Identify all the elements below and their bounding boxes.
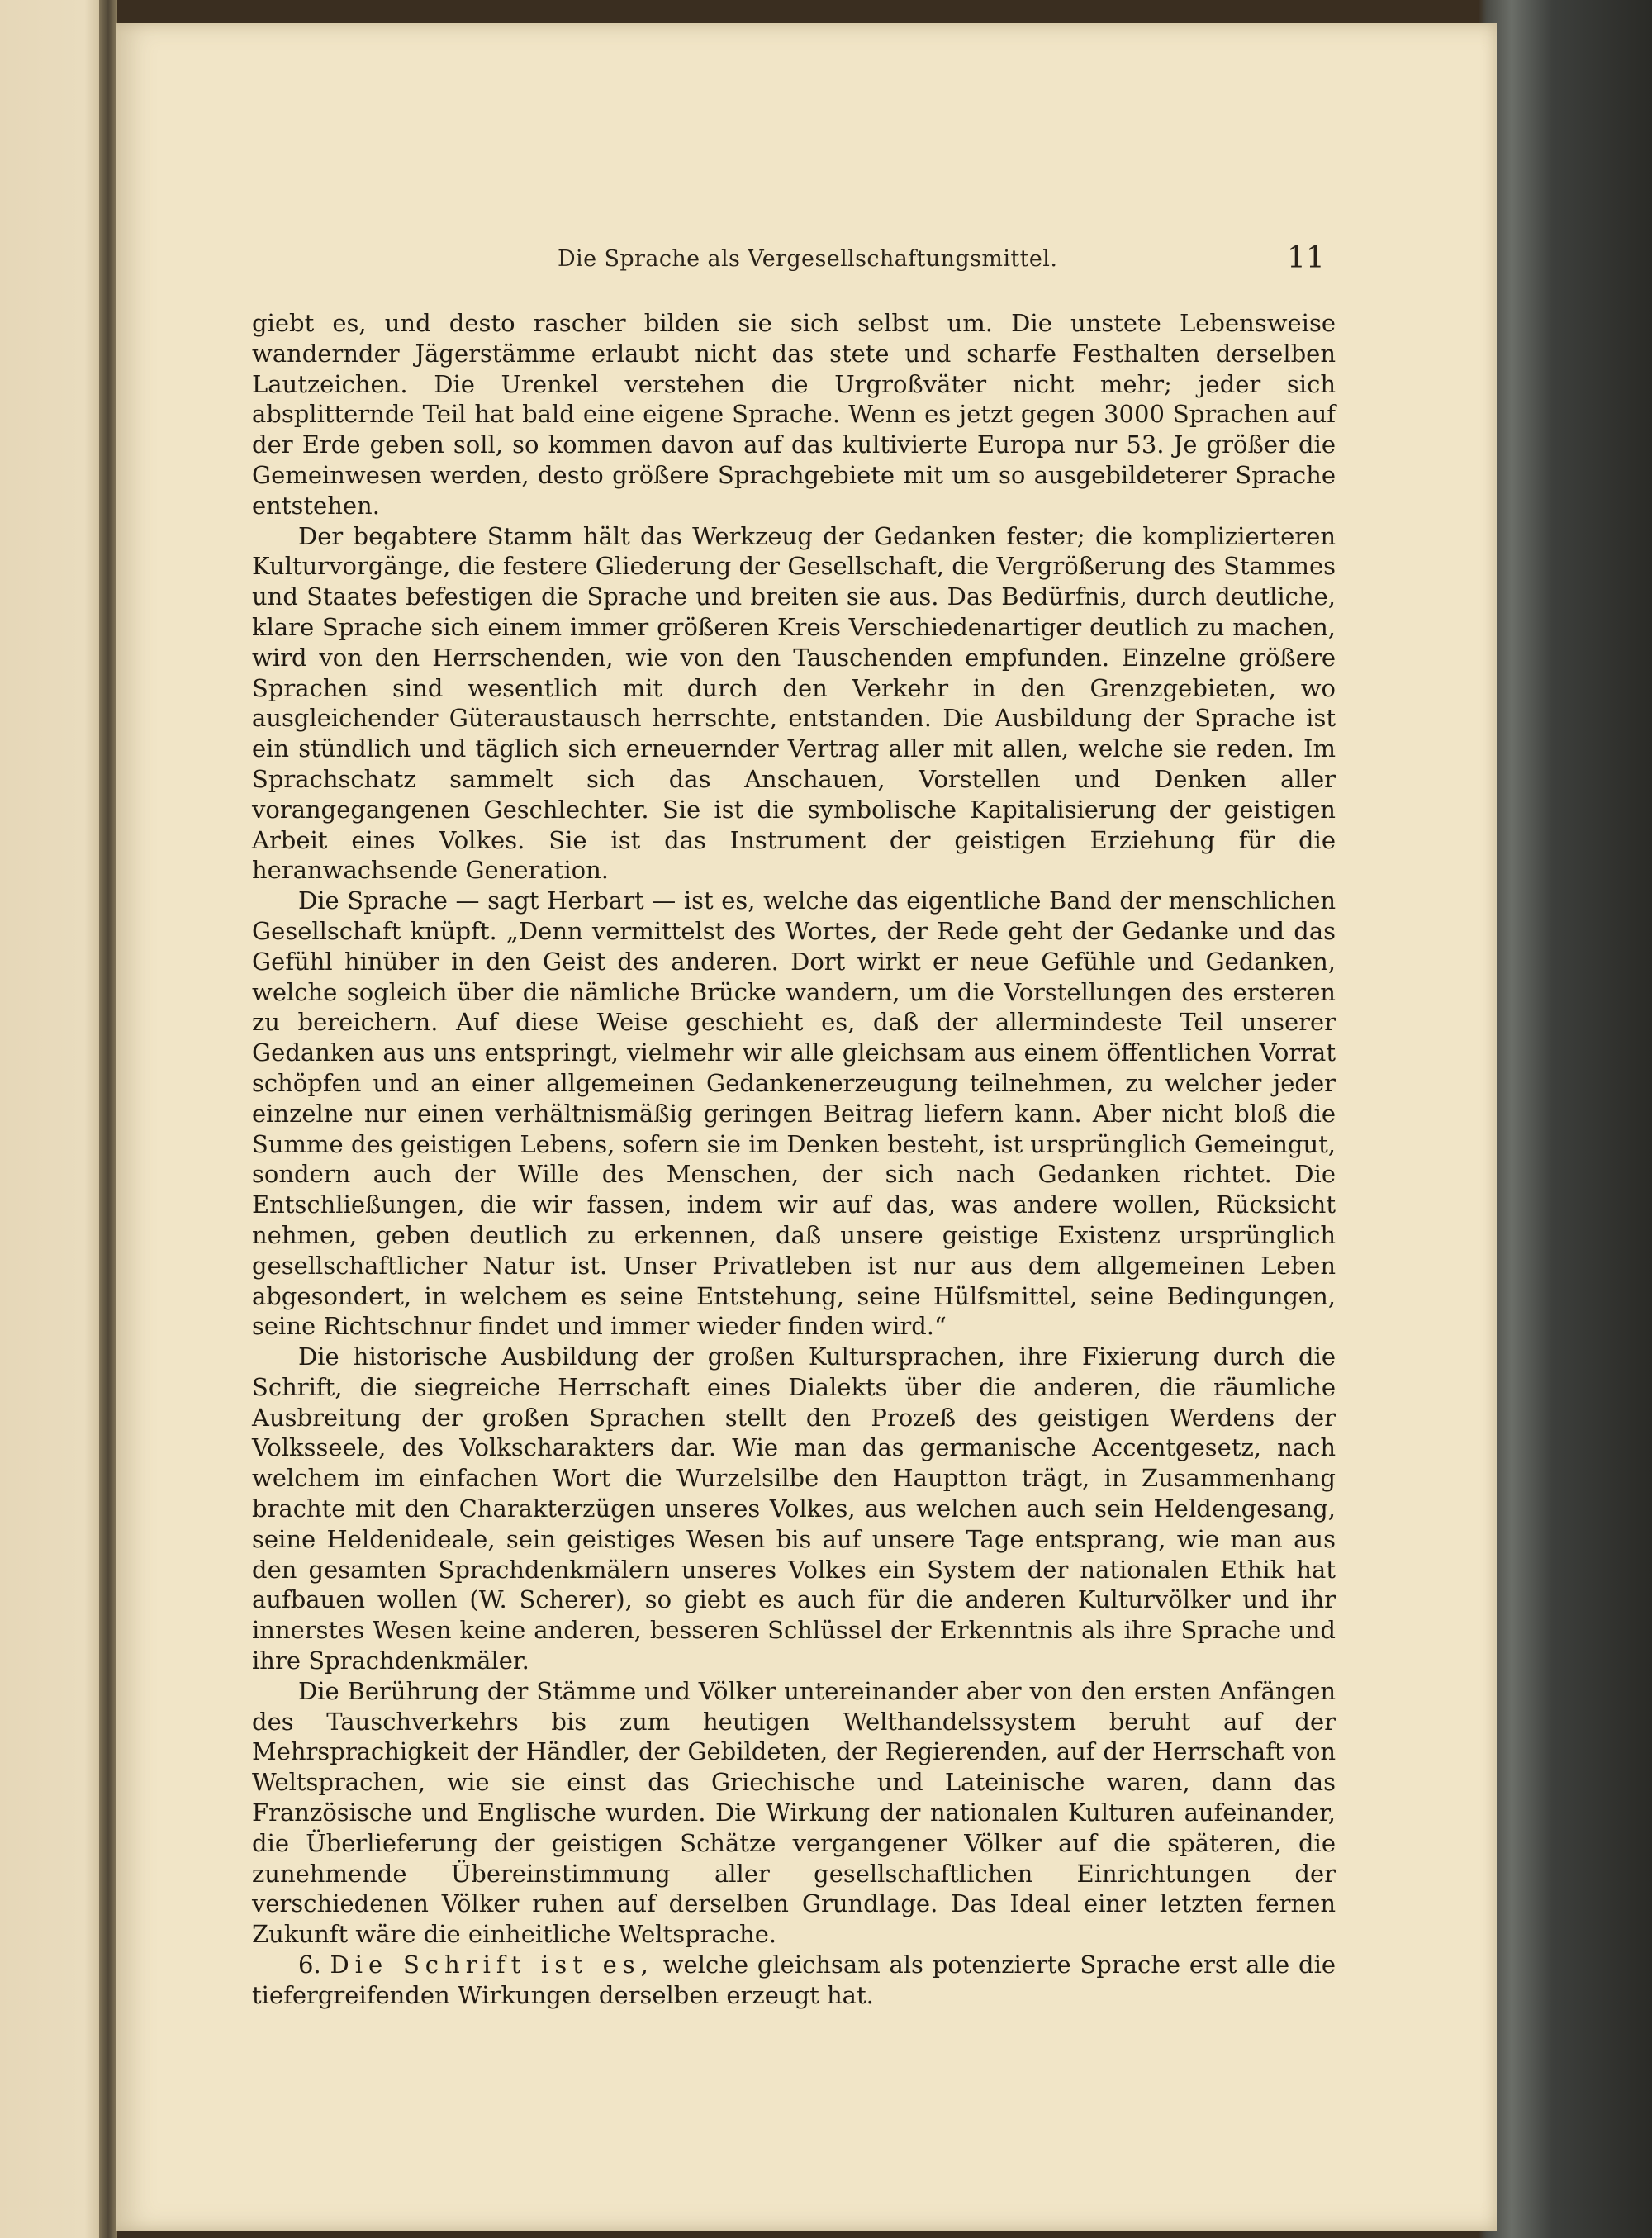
emphasized-phrase: Die Schrift ist es,: [330, 1951, 654, 1979]
left-page-edge: [0, 0, 106, 2238]
paragraph-6-rest: welche gleichsam als potenzierte Sprache erst alle die tiefergreifenden Wirkungen derselben erzeugt hat.: [252, 1951, 1336, 2009]
running-title: Die Sprache als Vergesellschaftungsmittel.: [558, 246, 1058, 272]
book-page: [116, 23, 1497, 2231]
body-text: [252, 308, 1336, 2011]
book-gutter: [99, 0, 117, 2238]
paragraph-2: Der begabtere Stamm hält das Werkzeug der Gedanken fester; die komplizierteren Kulturvorgänge, die festere Gliederung der Gesellschaft, die Vergrößerung des Stammes und Staates befestigen die Sprache und breiten sie aus. Das Bedürfnis, durch deutliche, klare Sprache sich einem immer größeren Kreis Verschiedenartiger deutlich zu machen, wird von den Herrschenden, wie von den Tauschenden empfunden. Einzelne größere Sprachen sind wesentlich mit durch den Verkehr in den Grenzgebieten, wo ausgleichender Güteraustausch herrschte, entstanden. Die Ausbildung der Sprache ist ein stündlich und täglich sich erneuernder Vertrag aller mit allen, welche sie reden. Im Sprachschatz sammelt sich das Anschauen, Vorstellen und Denken aller vorangegangenen Geschlechter. Sie ist die symbolische Kapitalisierung der geistigen Arbeit eines Volkes. Sie ist das Instrument der geistigen Erziehung für die heranwachsende Generation.: [252, 521, 1336, 885]
paragraph-1: giebt es, und desto rascher bilden sie sich selbst um. Die unstete Lebensweise wandernder Jägerstämme erlaubt nicht das stete und scharfe Festhalten derselben Lautzeichen. Die Urenkel verstehen die Urgroßväter nicht mehr; jeder sich absplitternde Teil hat bald eine eigene Sprache. Wenn es jetzt gegen 3000 Sprachen auf der Erde geben soll, so kommen davon auf das kultivierte Europa nur 53. Je größer die Gemeinwesen werden, desto größere Sprachgebiete mit um so ausgebildeterer Sprache entstehen.: [252, 309, 1336, 520]
paragraph-3: Die Sprache — sagt Herbart — ist es, welche das eigentliche Band der menschlichen Gesellschaft knüpft. „Denn vermittelst des Wortes, der Rede geht der Gedanke und das Gefühl hinüber in den Geist des anderen. Dort wirkt er neue Gefühle und Gedanken, welche sogleich über die nämliche Brücke wandern, um die Vorstellungen des ersteren zu bereichern. Auf diese Weise geschieht es, daß der allermindeste Teil unserer Gedanken aus uns entspringt, vielmehr wir alle gleichsam aus einem öffentlichen Vorrat schöpfen und an einer allgemeinen Gedankenerzeugung teilnehmen, zu welcher jeder einzelne nur einen verhältnismäßig geringen Beitrag liefern kann. Aber nicht bloß die Summe des geistigen Lebens, sofern sie im Denken besteht, ist ursprünglich Gemeingut, sondern auch der Wille des Menschen, der sich nach Gedanken richtet. Die Entschließungen, die wir fassen, indem wir auf das, was andere wollen, Rücksicht nehmen, geben deutlich zu erkennen, daß unsere geistige Existenz ursprünglich gesellschaftlicher Natur ist. Unser Privatleben ist nur aus dem allgemeinen Leben abgesondert, in welchem es seine Entstehung, seine Hülfsmittel, seine Bedingungen, seine Richtschnur findet und immer wieder finden wird.“: [252, 886, 1336, 1341]
page-number: 11: [1287, 241, 1325, 275]
paragraph-6: [252, 1950, 1336, 2011]
paragraph-4: Die historische Ausbildung der großen Kultursprachen, ihre Fixierung durch die Schrift, die siegreiche Herrschaft eines Dialekts über die anderen, die räumliche Ausbreitung der großen Sprachen stellt den Prozeß des geistigen Werdens der Volksseele, des Volkscharakters dar. Wie man das germanische Accentgesetz, nach welchem im einfachen Wort die Wurzelsilbe den Hauptton trägt, in Zusammenhang brachte mit den Charakterzügen unseres Volkes, aus welchen auch sein Heldengesang, seine Heldenideale, sein geistiges Wesen bis auf unsere Tage entsprang, wie man aus den gesamten Sprachdenkmälern unseres Volkes ein System der nationalen Ethik hat aufbauen wollen (W. Scherer), so giebt es auch für die anderen Kulturvölker und ihr innerstes Wesen keine anderen, besseren Schlüssel der Erkenntnis als ihre Sprache und ihre Sprachdenkmäler.: [252, 1342, 1336, 1675]
paragraph-5: Die Berührung der Stämme und Völker untereinander aber von den ersten Anfängen des Tauschverkehrs bis zum heutigen Welthandelssystem beruht auf der Mehrsprachigkeit der Händler, der Gebildeten, der Regierenden, auf der Herrschaft von Weltsprachen, wie sie einst das Griechische und Lateinische waren, dann das Französische und Englische wurden. Die Wirkung der nationalen Kulturen aufeinander, die Überlieferung der geistigen Schätze vergangener Völker auf die späteren, die zunehmende Übereinstimmung aller gesellschaftlichen Einrichtungen der verschiedenen Völker ruhen auf derselben Grundlage. Das Ideal einer letzten fernen Zukunft wäre die einheitliche Weltsprache.: [252, 1676, 1336, 1949]
section-number: 6.: [298, 1951, 321, 1979]
page-header: [116, 241, 1497, 286]
